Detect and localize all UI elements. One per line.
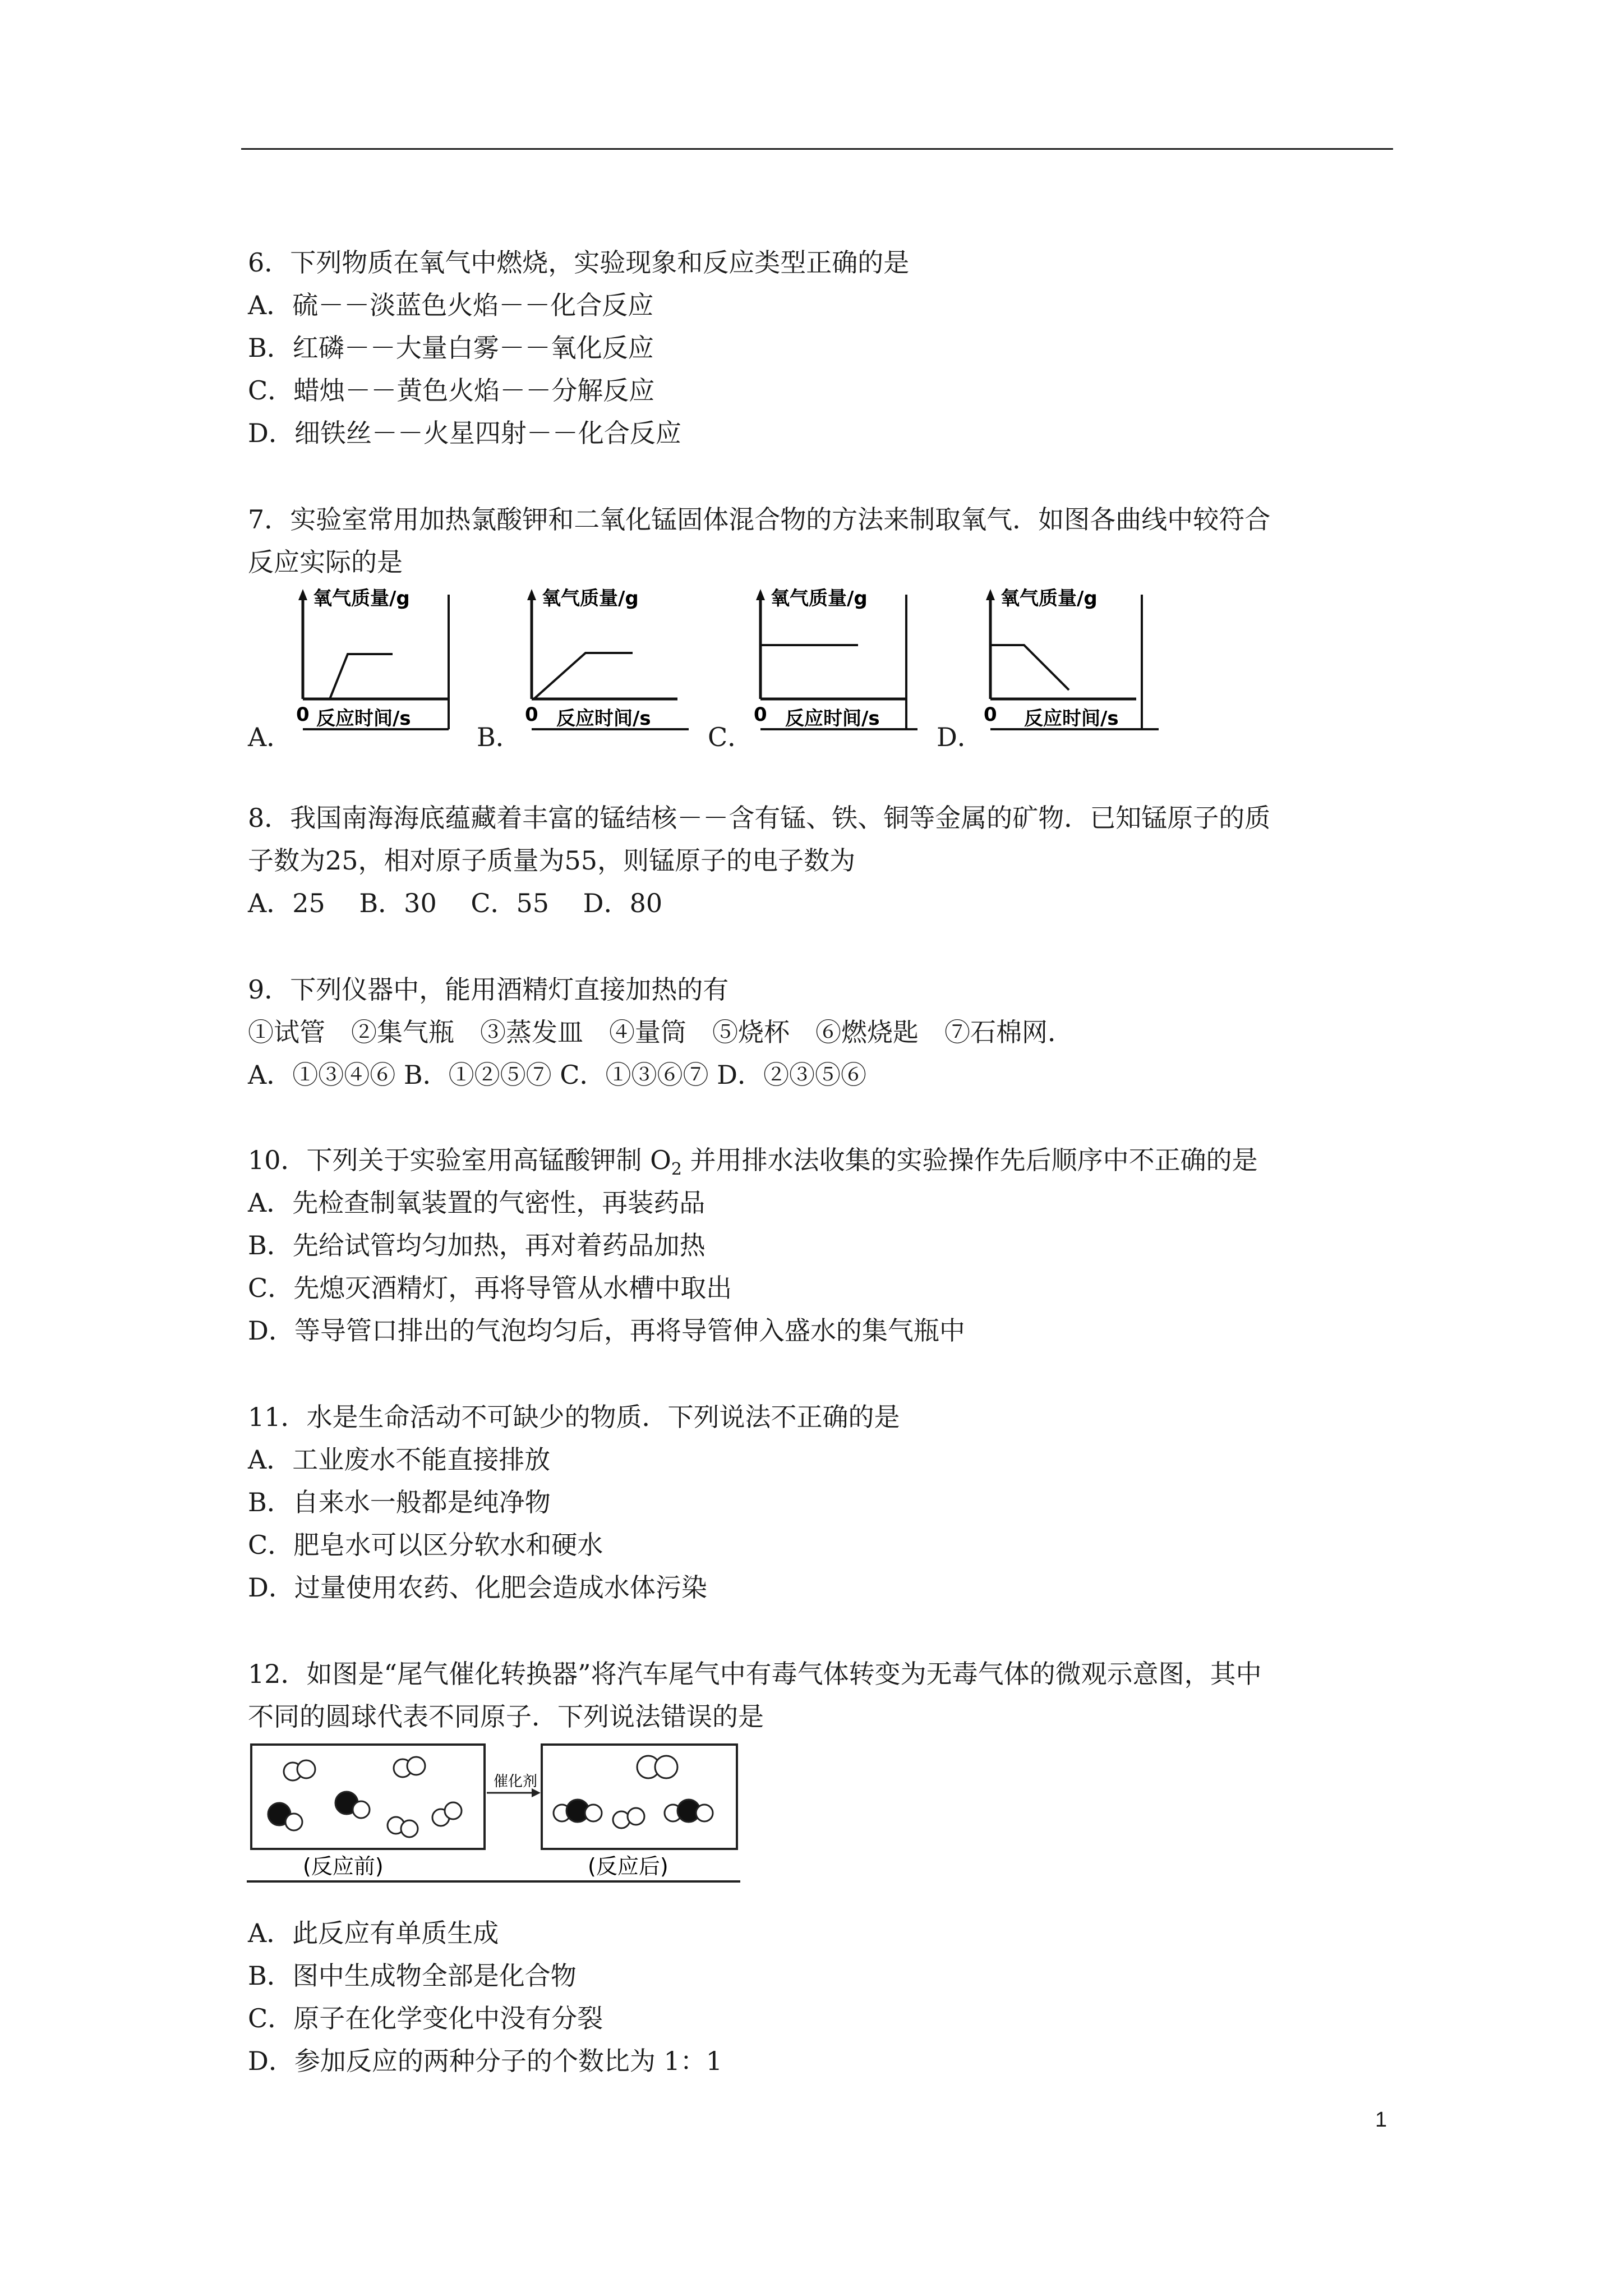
q11-option-c: C．肥皂水可以区分软水和硬水	[248, 1530, 603, 1560]
q12-option-c: C．原子在化学变化中没有分裂	[248, 2003, 603, 2033]
graph-d-xlabel: 反应时间/s	[1024, 707, 1119, 730]
q6-option-d: D．细铁丝－－火星四射－－化合反应	[248, 418, 681, 448]
q6-option-c: C．蜡烛－－黄色火焰－－分解反应	[248, 375, 655, 406]
q10-stem-prefix: 10．下列关于实验室用高锰酸钾制 O	[248, 1145, 671, 1175]
q7-graph-b-letter: B．	[477, 722, 522, 752]
page-number: 1	[1375, 2108, 1387, 2132]
graph-a-xlabel: 反应时间/s	[316, 707, 411, 730]
graph-d-origin: 0	[984, 703, 997, 726]
graph-b-xlabel: 反应时间/s	[556, 707, 651, 730]
q7-stem-line1: 7．实验室常用加热氯酸钾和二氧化锰固体混合物的方法来制取氧气．如图各曲线中较符合	[248, 504, 1271, 535]
graph-c-xlabel: 反应时间/s	[785, 707, 880, 730]
q9-stem-line1: 9．下列仪器中，能用酒精灯直接加热的有	[248, 974, 729, 1005]
graph-b-origin: 0	[525, 703, 538, 726]
q8-stem-line1: 8．我国南海海底蕴藏着丰富的锰结核－－含有锰、铁、铜等金属的矿物．已知锰原子的质	[248, 803, 1271, 833]
before-box	[251, 1745, 485, 1849]
q10-option-a: A．先检查制氧装置的气密性，再装药品	[248, 1188, 706, 1218]
q7-graph-c	[738, 583, 929, 740]
q9-stem-line2: ①试管 ②集气瓶 ③蒸发皿 ④量筒 ⑤烧杯 ⑥燃烧匙 ⑦石棉网．	[248, 1017, 1073, 1047]
q10-stem-subscript: 2	[671, 1159, 682, 1180]
graph-c-ylabel: 氧气质量/g	[771, 587, 868, 610]
graph-a-origin: 0	[296, 703, 310, 726]
graph-b-ylabel: 氧气质量/g	[542, 587, 639, 610]
q11-option-a: A．工业废水不能直接排放	[248, 1444, 551, 1475]
q7-graph-b	[509, 583, 700, 740]
q12-option-d: D．参加反应的两种分子的个数比为 1：1	[248, 2046, 723, 2076]
q6-stem: 6．下列物质在氧气中燃烧，实验现象和反应类型正确的是	[248, 247, 910, 278]
header-rule	[241, 148, 1393, 150]
q9-options: A．①③④⑥ B．①②⑤⑦ C．①③⑥⑦ D．②③⑤⑥	[248, 1060, 866, 1090]
q10-stem-suffix: 并用排水法收集的实验操作先后顺序中不正确的是	[681, 1145, 1258, 1175]
q10-option-c: C．先熄灭酒精灯，再将导管从水槽中取出	[248, 1273, 732, 1303]
graph-a-ylabel: 氧气质量/g	[313, 587, 410, 610]
q12-option-b: B．图中生成物全部是化合物	[248, 1961, 577, 1991]
q7-graph-d	[968, 583, 1170, 740]
q6-option-b: B．红磷－－大量白雾－－氧化反应	[248, 333, 654, 363]
q11-stem: 11．水是生命活动不可缺少的物质．下列说法不正确的是	[248, 1402, 900, 1432]
q11-option-d: D．过量使用农药、化肥会造成水体污染	[248, 1572, 707, 1603]
q7-graph-a	[280, 583, 460, 740]
q7-graph-d-letter: D．	[937, 722, 983, 752]
q12-option-a: A．此反应有单质生成	[248, 1918, 499, 1948]
q12-stem-line2: 不同的圆球代表不同原子．下列说法错误的是	[248, 1701, 764, 1732]
q10-stem	[248, 1144, 1258, 1185]
q10-option-d: D．等导管口排出的气泡均匀后，再将导管伸入盛水的集气瓶中	[248, 1315, 965, 1346]
q7-stem-line2: 反应实际的是	[248, 547, 403, 577]
q8-stem-line2: 子数为25，相对原子质量为55，则锰原子的电子数为	[248, 845, 856, 876]
graph-d-ylabel: 氧气质量/g	[1000, 587, 1098, 610]
graph-c-origin: 0	[754, 703, 767, 726]
q11-option-b: B．自来水一般都是纯净物	[248, 1487, 551, 1517]
after-label: (反应后)	[588, 1854, 668, 1879]
q12-stem-line1: 12．如图是“尾气催化转换器”将汽车尾气中有毒气体转变为无毒气体的微观示意图，其中	[248, 1659, 1262, 1689]
q7-graph-a-letter: A．	[248, 722, 293, 752]
q8-options: A．25 B．30 C．55 D．80	[248, 888, 663, 918]
q10-option-b: B．先给试管均匀加热，再对着药品加热	[248, 1230, 706, 1260]
q12-reaction-diagram	[247, 1741, 746, 1887]
catalyst-label: 催化剂	[494, 1773, 538, 1790]
q7-graph-c-letter: C．	[708, 722, 754, 752]
q6-option-a: A．硫－－淡蓝色火焰－－化合反应	[248, 290, 654, 320]
before-label: (反应前)	[303, 1854, 384, 1879]
